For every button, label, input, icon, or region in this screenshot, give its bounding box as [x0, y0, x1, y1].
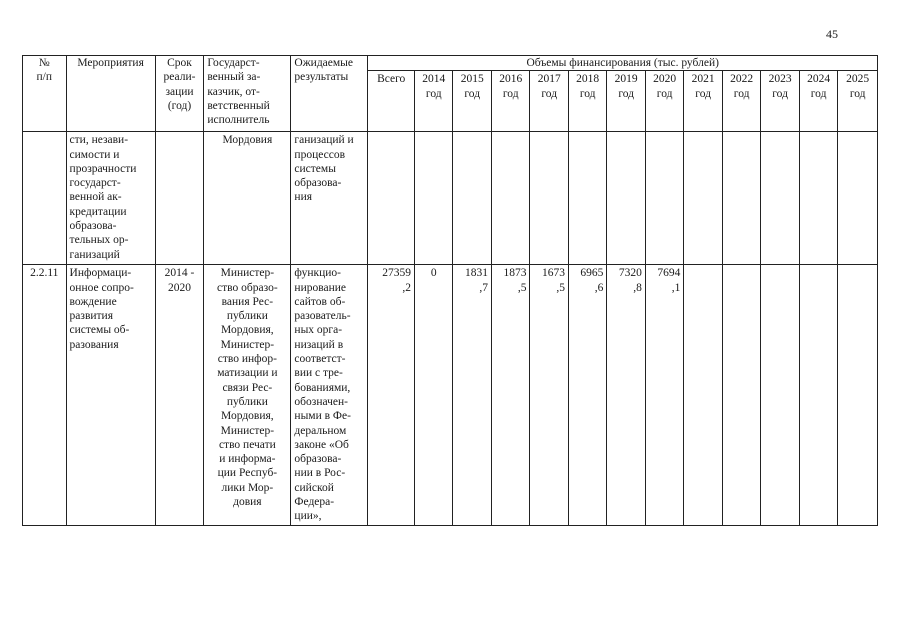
header-year-2023: 2023 год: [761, 71, 799, 132]
header-year-2018: 2018 год: [568, 71, 606, 132]
header-year-2025: 2025 год: [838, 71, 878, 132]
row-value-2022: [722, 132, 760, 265]
page-number: 45: [826, 27, 838, 41]
row-customer: Министер- ство образо- вания Рес- публики Мордовия, Министер- ство инфор- матизации и связи Рес- публики Мордовия, Министер- ство печати и информа- ции Респуб- лики Мор- довия: [204, 265, 291, 526]
row-activity: сти, незави- симости и прозрачности государст- венной ак- кредитации образова- тельных ор- ганизаций: [66, 132, 155, 265]
row-value-2018: 6965 ,6: [568, 265, 606, 526]
row-value-2024: [799, 132, 837, 265]
row-total: [368, 132, 415, 265]
row-value-2023: [761, 265, 799, 526]
row-value-2014: [415, 132, 453, 265]
header-funding: Объемы финансирования (тыс. рублей): [368, 56, 878, 71]
row-total: 27359 ,2: [368, 265, 415, 526]
table-row: [23, 132, 878, 265]
header-year-2024: 2024 год: [799, 71, 837, 132]
header-year-2021: 2021 год: [684, 71, 722, 132]
table-row: [23, 265, 878, 526]
row-num: 2.2.11: [23, 265, 67, 526]
row-value-2016: [491, 132, 529, 265]
header-activity: Мероприятия: [66, 56, 155, 132]
header-total: Всего: [368, 71, 415, 132]
header-year-2016: 2016 год: [491, 71, 529, 132]
row-customer: Мордовия: [204, 132, 291, 265]
header-num: № п/п: [23, 56, 67, 132]
row-results: ганизаций и процессов системы образова- ния: [291, 132, 368, 265]
row-value-2014: 0: [415, 265, 453, 526]
row-value-2017: [530, 132, 568, 265]
header-year-2014: 2014 год: [415, 71, 453, 132]
row-value-2020: [645, 132, 683, 265]
row-value-2015: 1831 ,7: [453, 265, 491, 526]
row-activity: Информаци- онное сопро- вождение развития системы об- разования: [66, 265, 155, 526]
header-year-2017: 2017 год: [530, 71, 568, 132]
row-value-2016: 1873 ,5: [491, 265, 529, 526]
row-value-2025: [838, 132, 878, 265]
header-term: Срок реали- зации (год): [155, 56, 204, 132]
row-value-2018: [568, 132, 606, 265]
row-value-2020: 7694 ,1: [645, 265, 683, 526]
row-term: 2014 - 2020: [155, 265, 204, 526]
header-year-2019: 2019 год: [607, 71, 645, 132]
row-value-2024: [799, 265, 837, 526]
row-num: [23, 132, 67, 265]
row-value-2015: [453, 132, 491, 265]
header-customer: Государст- венный за- казчик, от- ветственный исполнитель: [204, 56, 291, 132]
row-value-2017: 1673 ,5: [530, 265, 568, 526]
row-value-2023: [761, 132, 799, 265]
row-value-2021: [684, 265, 722, 526]
row-results: функцио- нирование сайтов об- разователь- ных орга- низаций в соответст- вии с тре- бованиями, обозначен- ными в Фе- деральном законе «Об образова- нии в Рос- сийской Федера- ции»,: [291, 265, 368, 526]
row-value-2022: [722, 265, 760, 526]
header-results: Ожидаемые результаты: [291, 56, 368, 132]
row-value-2021: [684, 132, 722, 265]
row-value-2019: 7320 ,8: [607, 265, 645, 526]
row-value-2025: [838, 265, 878, 526]
row-term: [155, 132, 204, 265]
header-year-2022: 2022 год: [722, 71, 760, 132]
funding-table: [22, 55, 878, 526]
row-value-2019: [607, 132, 645, 265]
header-year-2015: 2015 год: [453, 71, 491, 132]
header-year-2020: 2020 год: [645, 71, 683, 132]
